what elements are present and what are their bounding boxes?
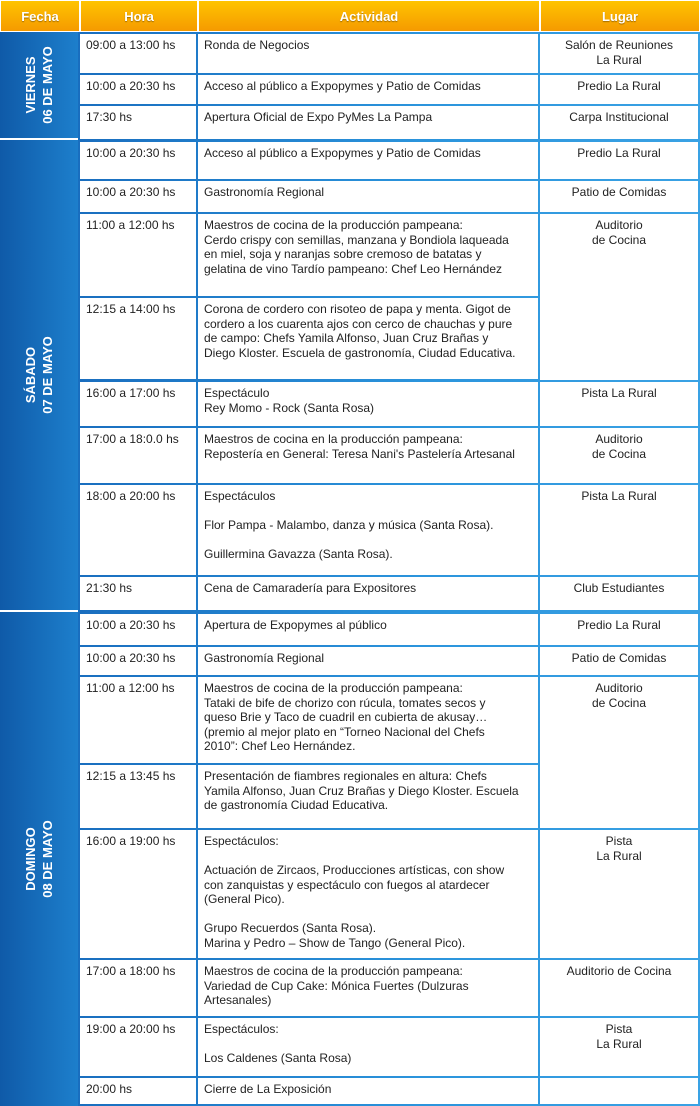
lugar-cell: [540, 1018, 698, 1076]
lugar-cell: [540, 577, 698, 610]
cell-text-line: La Rural: [596, 1036, 642, 1051]
lugar-cell: [540, 428, 698, 483]
cell-text-line: Gastronomía Regional: [204, 185, 325, 199]
cell-text-line: Maestros de cocina de la producción pampeana:: [204, 964, 463, 978]
hora-cell: 18:00 a 20:00 hs: [80, 485, 196, 575]
actividad-cell: [198, 614, 538, 645]
hora-cell: 12:15 a 13:45 hs: [80, 765, 196, 828]
cell-text-line: Espectáculos: [204, 489, 276, 503]
lugar-cell: [540, 830, 698, 958]
cell-text-line: [204, 849, 532, 864]
cell-text-line: Acceso al público a Expopymes y Patio de Comidas: [204, 79, 481, 93]
lugar-cell: [540, 485, 698, 575]
cell-text-line: Pista: [605, 1022, 633, 1036]
hora-cell: 10:00 a 20:30 hs: [80, 75, 196, 104]
cell-text-line: queso Brie y Taco de cuadril en cubierta de akusay…: [204, 710, 488, 724]
hora-cell: 12:15 a 14:00 hs: [80, 298, 196, 379]
cell-text-line: Club Estudiantes: [573, 581, 665, 595]
hora-cell: 10:00 a 20:30 hs: [80, 181, 196, 212]
lugar-cell: [540, 34, 698, 73]
hora-cell: 09:00 a 13:00 hs: [80, 34, 196, 73]
actividad-cell: [198, 647, 538, 675]
hora-cell: 11:00 a 12:00 hs: [80, 214, 196, 296]
lugar-cell: [540, 75, 698, 104]
day-sabado: SÁBADO 07 DE MAYO: [0, 140, 78, 612]
hora-cell: 16:00 a 17:00 hs: [80, 382, 196, 426]
actividad-cell: [198, 677, 538, 763]
lugar-cell: [540, 142, 698, 179]
cell-text-line: Apertura de Expopymes al público: [204, 618, 387, 632]
header-fecha: Fecha: [0, 0, 80, 32]
cell-text-line: Patio de Comidas: [571, 651, 667, 665]
cell-text-line: (premio al mejor plato en “Torneo Nacional del Chefs: [204, 724, 485, 739]
cell-text-line: La Rural: [596, 52, 642, 67]
cell-text-line: [204, 907, 532, 922]
actividad-cell: [198, 382, 538, 426]
cell-text-line: [204, 533, 532, 548]
cell-text-line: Actuación de Zircaos, Producciones artísticas, con show: [204, 863, 505, 877]
cell-text-line: Maestros de cocina de la producción pampeana:: [204, 218, 463, 232]
cell-text-line: Espectáculo: [204, 386, 270, 400]
cell-text-line: Repostería en General: Teresa Nani's Pastelería Artesanal: [204, 446, 515, 461]
day-domingo: DOMINGO 08 DE MAYO: [0, 612, 78, 1106]
cell-text-line: de Cocina: [591, 446, 647, 461]
cell-text-line: en miel, soja y naranjas sobre cremoso de batatas y: [204, 247, 482, 261]
lugar-cell: [540, 614, 698, 645]
actividad-cell: [198, 765, 538, 828]
hora-cell: 10:00 a 20:30 hs: [80, 647, 196, 675]
cell-text-line: Artesanales): [204, 993, 272, 1007]
cell-text-line: Pista La Rural: [581, 489, 657, 503]
cell-text-line: Presentación de fiambres regionales en altura: Chefs: [204, 769, 487, 783]
cell-text-line: Auditorio: [595, 432, 643, 446]
cell-text-line: Gastronomía Regional: [204, 651, 325, 665]
cell-text-line: Variedad de Cup Cake: Mónica Fuertes (Dulzuras: [204, 978, 469, 993]
actividad-cell: [198, 34, 538, 73]
lugar-cell: [540, 1078, 698, 1104]
hora-cell: 19:00 a 20:00 hs: [80, 1018, 196, 1076]
cell-text-line: cordero a los cuarenta ajos con cerco de chauchas y pure: [204, 316, 513, 331]
actividad-cell: [198, 181, 538, 212]
cell-text-line: Auditorio: [595, 681, 643, 695]
hora-cell: 17:00 a 18:00 hs: [80, 960, 196, 1016]
cell-text-line: Espectáculos:: [204, 1022, 279, 1036]
cell-text-line: de campo: Chefs Yamila Alfonso, Juan Cruz Brañas y: [204, 331, 489, 345]
cell-text-line: [204, 504, 532, 519]
actividad-cell: [198, 960, 538, 1016]
actividad-cell: [198, 577, 538, 610]
cell-text-line: gelatina de vino Tardío pampeano: Chef Leo Hernández: [204, 261, 502, 276]
actividad-cell: [198, 298, 538, 379]
actividad-cell: [198, 106, 538, 139]
cell-text-line: Pista La Rural: [581, 386, 657, 400]
actividad-cell: [198, 1078, 538, 1104]
hora-cell: 16:00 a 19:00 hs: [80, 830, 196, 958]
cell-text-line: Ronda de Negocios: [204, 38, 310, 52]
cell-text-line: La Rural: [596, 848, 642, 863]
cell-text-line: 2010”: Chef Leo Hernández.: [204, 739, 356, 753]
cell-text-line: Carpa Institucional: [569, 110, 669, 124]
actividad-cell: [198, 428, 538, 483]
actividad-cell: [198, 830, 538, 958]
cell-text-line: Diego Kloster. Escuela de gastronomía, Ciudad Educativa.: [204, 345, 516, 360]
lugar-cell: [540, 382, 698, 426]
cell-text-line: (General Pico).: [204, 892, 285, 906]
cell-text-line: con zanquistas y espectáculo con fuegos al atardecer: [204, 877, 490, 892]
cell-text-line: Predio La Rural: [577, 79, 661, 93]
hora-cell: 10:00 a 20:30 hs: [80, 614, 196, 645]
lugar-cell: [540, 960, 698, 1016]
actividad-cell: [198, 214, 538, 296]
cell-text-line: Yamila Alfonso, Juan Cruz Brañas y Diego Kloster. Escuela: [204, 783, 519, 798]
cell-text-line: Rey Momo - Rock (Santa Rosa): [204, 400, 375, 415]
actividad-cell: [198, 1018, 538, 1076]
cell-text-line: Pista: [605, 834, 633, 848]
cell-text-line: Los Caldenes (Santa Rosa): [204, 1051, 352, 1065]
cell-text-line: Corona de cordero con risoteo de papa y menta. Gigot de: [204, 302, 511, 316]
actividad-cell: [198, 75, 538, 104]
cell-text-line: de Cocina: [591, 232, 647, 247]
cell-text-line: Acceso al público a Expopymes y Patio de Comidas: [204, 146, 481, 160]
header-hora: Hora: [80, 0, 198, 32]
cell-text-line: Cierre de La Exposición: [204, 1082, 332, 1096]
cell-text-line: Cena de Camaradería para Expositores: [204, 581, 417, 595]
cell-text-line: [204, 1037, 532, 1052]
cell-text-line: Flor Pampa - Malambo, danza y música (Santa Rosa).: [204, 518, 494, 532]
cell-text-line: Maestros de cocina de la producción pampeana:: [204, 681, 463, 695]
hora-cell: 20:00 hs: [80, 1078, 196, 1104]
cell-text-line: Guillermina Gavazza (Santa Rosa).: [204, 547, 393, 561]
cell-text-line: Maestros de cocina en la producción pampeana:: [204, 432, 463, 446]
cell-text-line: Patio de Comidas: [571, 185, 667, 199]
header-lugar: Lugar: [540, 0, 700, 32]
lugar-cell: [540, 647, 698, 675]
actividad-cell: [198, 485, 538, 575]
day-viernes: VIERNES 06 DE MAYO: [0, 32, 78, 140]
actividad-cell: [198, 142, 538, 179]
cell-text-line: Predio La Rural: [577, 618, 661, 632]
header-actividad: Actividad: [198, 0, 540, 32]
cell-text-line: Cerdo crispy con semillas, manzana y Bondiola laqueada: [204, 232, 509, 247]
hora-cell: 21:30 hs: [80, 577, 196, 610]
cell-text-line: de gastronomía Ciudad Educativa.: [204, 798, 389, 812]
hora-cell: 10:00 a 20:30 hs: [80, 142, 196, 179]
lugar-cell: [540, 181, 698, 212]
lugar-cell: [540, 106, 698, 139]
cell-text-line: Marina y Pedro – Show de Tango (General Pico).: [204, 935, 466, 950]
cell-text-line: Apertura Oficial de Expo PyMes La Pampa: [204, 110, 433, 124]
cell-text-line: Auditorio: [595, 218, 643, 232]
cell-text-line: de Cocina: [591, 695, 647, 710]
cell-text-line: Tataki de bife de chorizo con rúcula, tomates secos y: [204, 695, 486, 710]
hora-cell: 17:00 a 18:0.0 hs: [80, 428, 196, 483]
hora-cell: 11:00 a 12:00 hs: [80, 677, 196, 763]
cell-text-line: Salón de Reuniones: [564, 38, 674, 52]
cell-text-line: Espectáculos:: [204, 834, 279, 848]
cell-text-line: Grupo Recuerdos (Santa Rosa).: [204, 921, 377, 935]
lugar-cell: [540, 677, 698, 828]
cell-text-line: Auditorio de Cocina: [566, 964, 672, 978]
cell-text-line: Predio La Rural: [577, 146, 661, 160]
hora-cell: 17:30 hs: [80, 106, 196, 139]
lugar-cell: [540, 214, 698, 380]
